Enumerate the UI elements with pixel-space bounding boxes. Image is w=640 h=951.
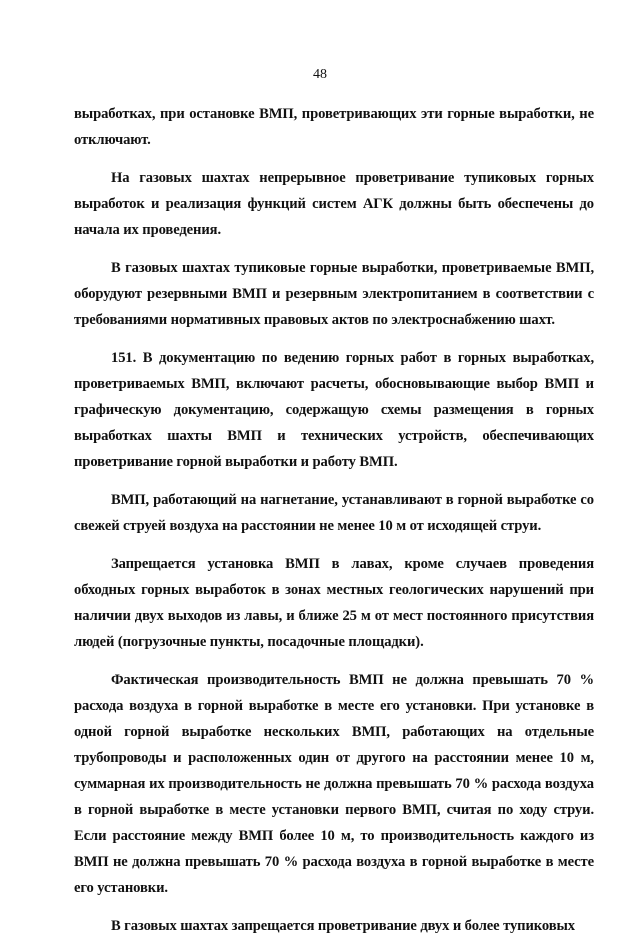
paragraph: Фактическая производительность ВМП не должна превышать 70 % расхода воздуха в горной выработке в месте его установки. При установке в одной горной выработке нескольких ВМП, работающих на отдельные трубопроводы и расположенных один от другого на расстоянии менее 10 м, суммарная их производительность не должна превышать 70 % расхода воздуха в горной выработке в месте установки первого ВМП, считая по ходу струи. Если расстояние между ВМП более 10 м, то производительность каждого из ВМП не должна превышать 70 % расхода воздуха в горной выработке в месте его установки. [74, 672, 594, 896]
paragraph: выработках, при остановке ВМП, проветривающих эти горные выработки, не отключают. [74, 106, 594, 148]
page-number: 48 [313, 67, 327, 82]
paragraph: 151. В документацию по ведению горных работ в горных выработках, проветриваемых ВМП, включают расчеты, обосновывающие выбор ВМП и графическую документацию, содержащую схемы размещения в горных выработках шахты ВМП и технических устройств, обеспечивающих проветривание горной выработки и работу ВМП. [74, 350, 594, 470]
paragraph: В газовых шахтах тупиковые горные выработки, проветриваемые ВМП, оборудуют резервными ВМП и резервным электропитанием в соответствии с требованиями нормативных правовых актов по электроснабжению шахт. [74, 260, 594, 328]
paragraph: На газовых шахтах непрерывное проветривание тупиковых горных выработок и реализация функций систем АГК должны быть обеспечены до начала их проведения. [74, 170, 594, 238]
paragraph: В газовых шахтах запрещается проветривание двух и более тупиковых [111, 918, 575, 934]
body-text [74, 101, 594, 951]
paragraph: ВМП, работающий на нагнетание, устанавливают в горной выработке со свежей струей воздуха на расстоянии не менее 10 м от исходящей струи. [74, 492, 594, 534]
paragraph: Запрещается установка ВМП в лавах, кроме случаев проведения обходных горных выработок в зонах местных геологических нарушений при наличии двух выходов из лавы, и ближе 25 м от мест постоянного присутствия людей (погрузочные пункты, посадочные площадки). [74, 556, 594, 650]
